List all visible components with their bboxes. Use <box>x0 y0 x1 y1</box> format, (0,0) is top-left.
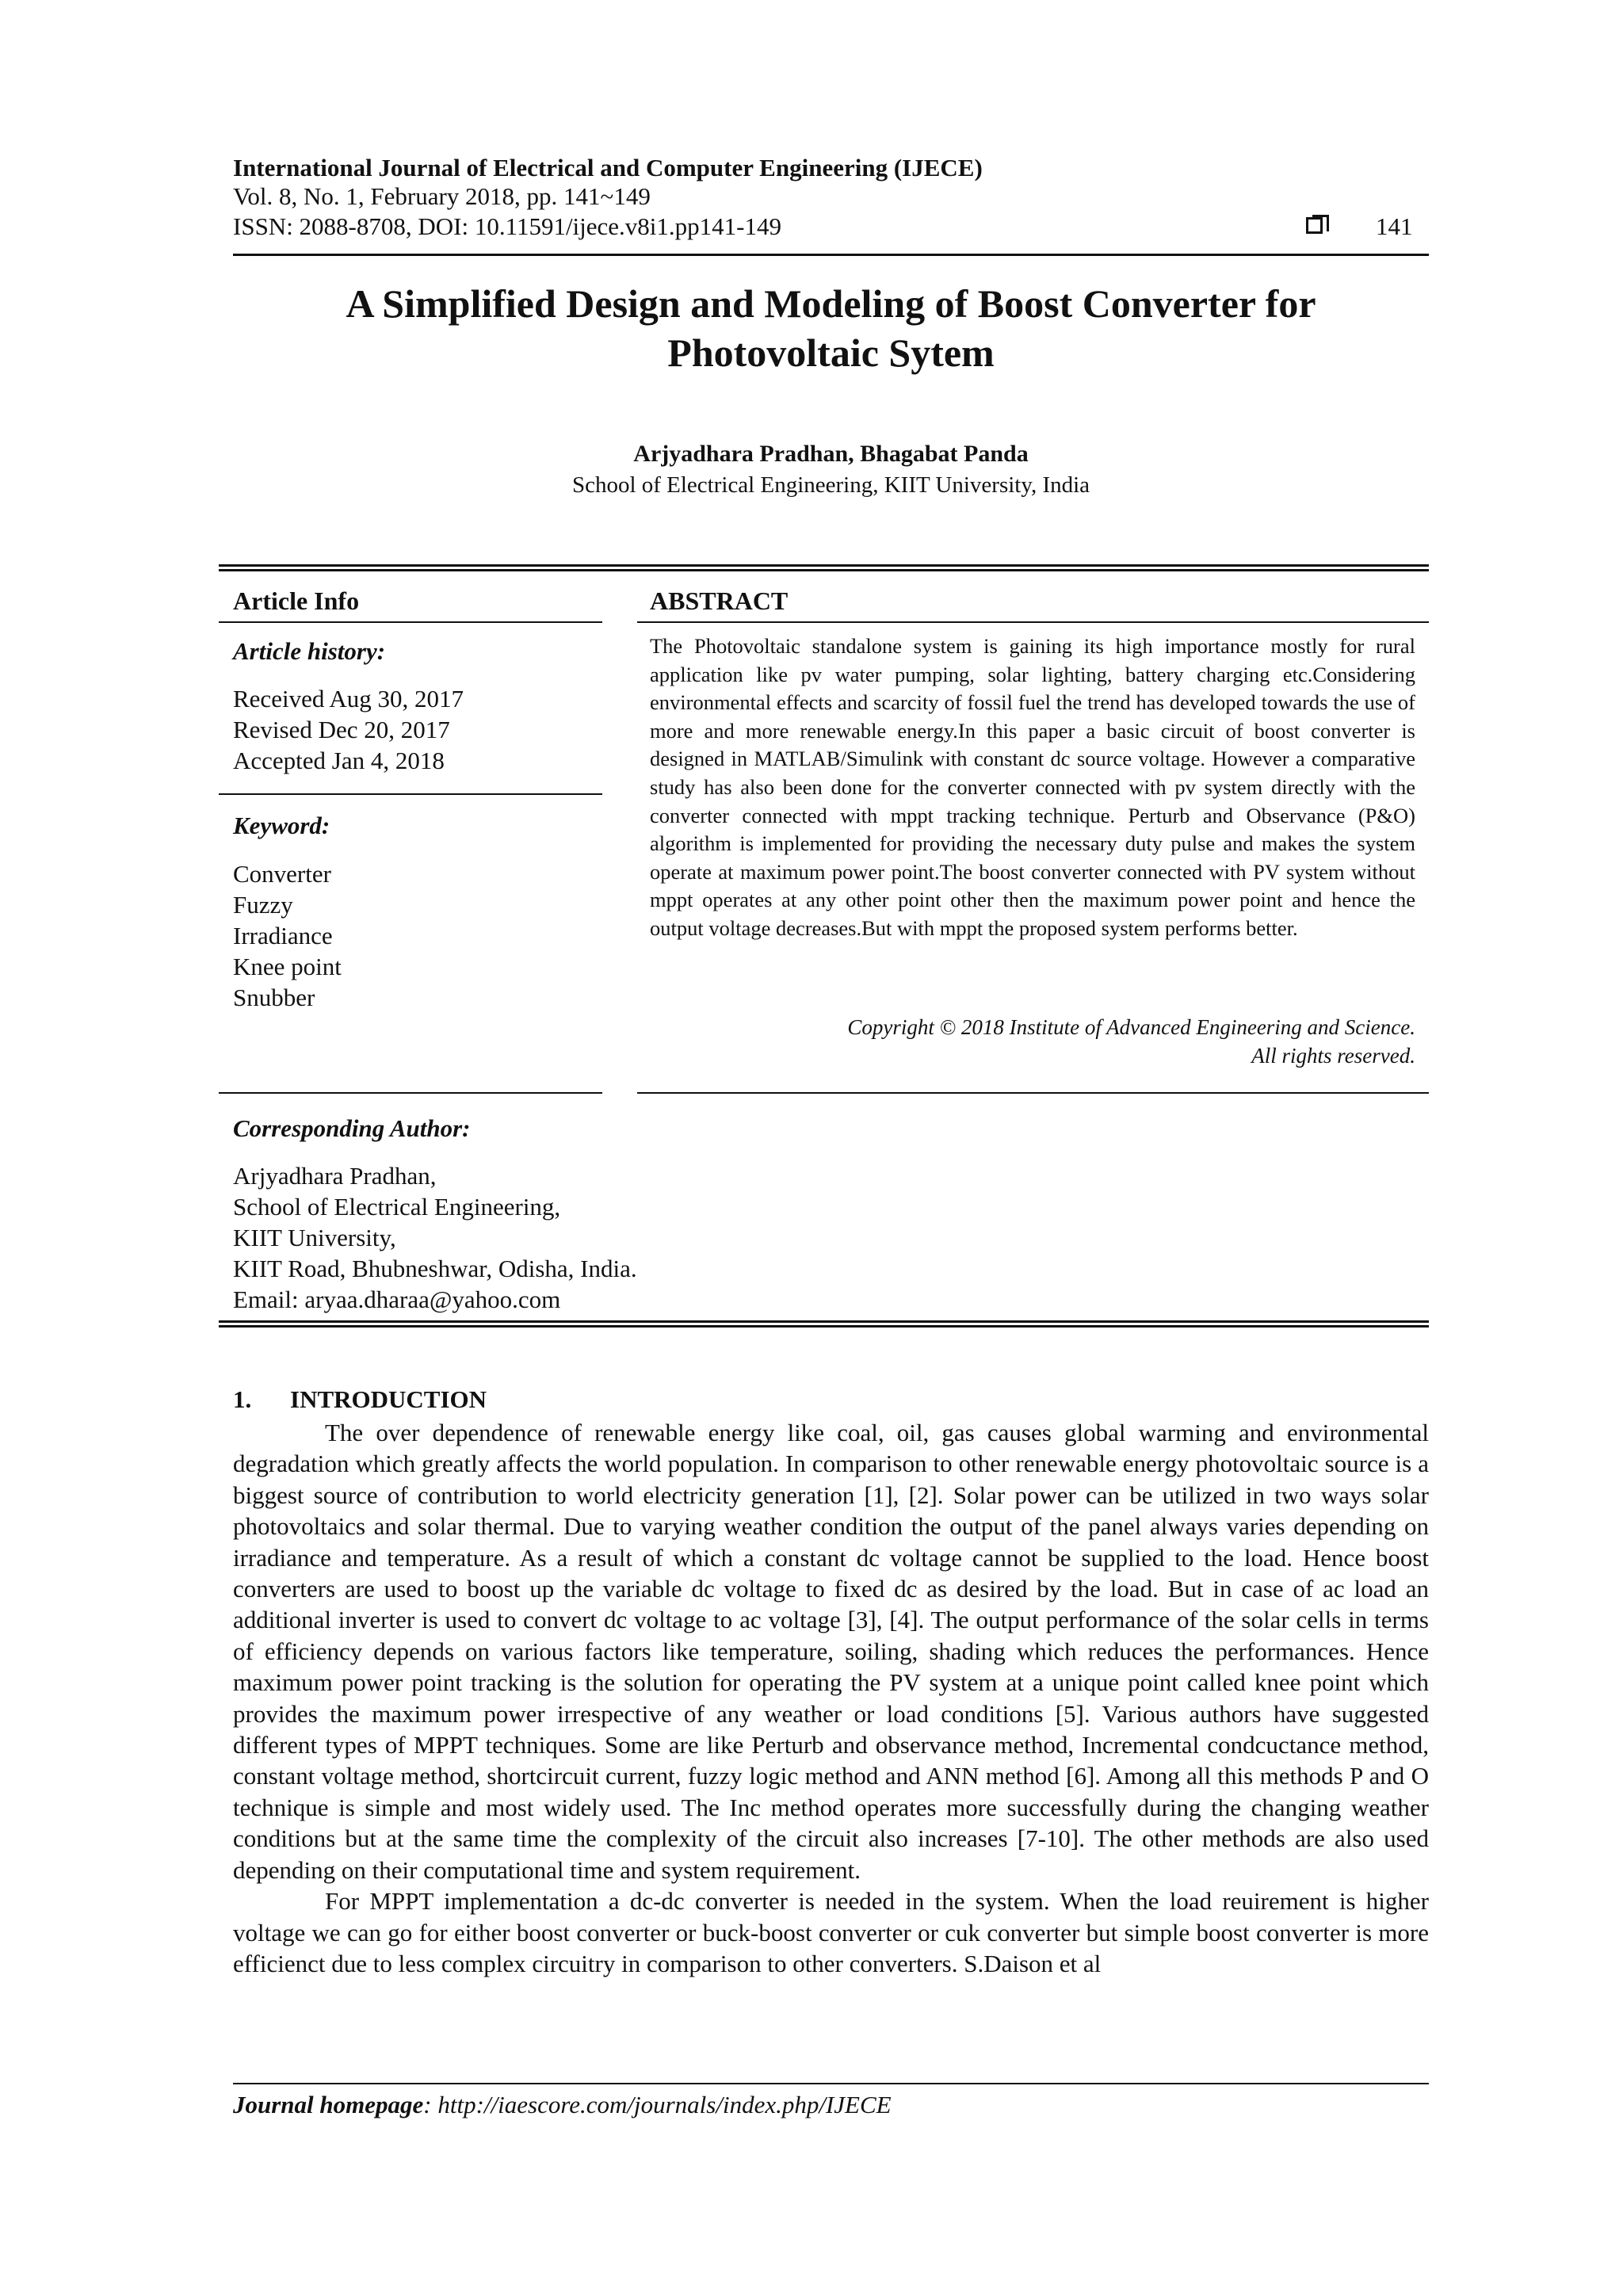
page-number: 141 <box>1376 212 1413 240</box>
author-name: Arjyadhara Pradhan, <box>233 1162 437 1190</box>
section-title: INTRODUCTION <box>290 1385 487 1413</box>
abstract-rule <box>637 621 1429 623</box>
journal-name: International Journal of Electrical and Computer Engineering (IJECE) <box>233 154 983 181</box>
history-received: Received Aug 30, 2017 <box>233 685 464 712</box>
author-email: Email: aryaa.dharaa@yahoo.com <box>233 1286 561 1313</box>
keyword-list <box>233 858 342 1013</box>
article-history-heading: Article history: <box>233 637 386 665</box>
keyword-item: Irradiance <box>233 922 333 949</box>
journal-issn: ISSN: 2088-8708, DOI: 10.11591/ijece.v8i1.pp141-149 <box>233 212 781 240</box>
copyright-line-2: All rights reserved. <box>1251 1044 1415 1068</box>
box-bullet-icon <box>1306 217 1323 234</box>
copyright-line-1: Copyright © 2018 Institute of Advanced Engineering and Science. <box>847 1015 1415 1039</box>
author-university: KIIT University, <box>233 1224 396 1251</box>
article-info-bottom-rule <box>219 1092 602 1094</box>
keyword-item: Fuzzy <box>233 891 293 919</box>
keyword-heading: Keyword: <box>233 812 330 839</box>
affiliation: School of Electrical Engineering, KIIT University, India <box>571 472 1090 498</box>
abstract-heading: ABSTRACT <box>650 586 789 615</box>
section-heading-introduction <box>233 1385 487 1414</box>
journal-volume: Vol. 8, No. 1, February 2018, pp. 141~149 <box>233 182 651 210</box>
title-line-2: Photovoltaic Sytem <box>667 330 995 375</box>
info-top-rule <box>219 564 1429 571</box>
author-address: KIIT Road, Bhubneshwar, Odisha, India. <box>233 1255 637 1282</box>
keyword-rule <box>219 793 602 795</box>
corresponding-author-details <box>233 1160 637 1315</box>
authors: Arjyadhara Pradhan, Bhagabat Panda <box>633 441 1029 467</box>
homepage-url: : http://iaescore.com/journals/index.php/IJECE <box>423 2091 892 2118</box>
title-line-1: A Simplified Design and Modeling of Boost Converter for <box>346 281 1316 326</box>
section-number: 1. <box>233 1385 252 1413</box>
article-info-rule <box>219 621 602 623</box>
abstract-text: The Photovoltaic standalone system is gaining its high importance mostly for rural application like pv water pumping, solar lighting, battery charging etc.Considering environmental effects and scarcity of fossil fuel the trend has developed towards the use of more and more renewable energy.In this paper a basic circuit of boost converter is designed in MATLAB/Simulink with constant dc source voltage. However a comparative study has also been done for the converter connected with pv system directly with the converter connected with mppt tracking technique. Perturb and Observance (P&O) algorithm is implemented for providing the necessary duty pulse and makes the system operate at maximum power point.The boost converter connected with PV system without mppt operates at any other point other then the maximum power point and hence the output voltage decreases.But with mppt the proposed system performs better. <box>650 634 1415 940</box>
introduction-body <box>233 1417 1429 1979</box>
corresponding-author-heading: Corresponding Author: <box>233 1114 471 1142</box>
keyword-item: Knee point <box>233 953 342 980</box>
keyword-item: Converter <box>233 860 331 888</box>
paper-title <box>233 279 1429 377</box>
author-school: School of Electrical Engineering, <box>233 1193 561 1221</box>
info-bottom-rule <box>219 1320 1429 1328</box>
history-accepted: Accepted Jan 4, 2018 <box>233 747 445 774</box>
journal-homepage <box>233 2091 892 2119</box>
footer-rule <box>233 2083 1429 2084</box>
abstract-bottom-rule <box>637 1092 1429 1094</box>
article-history-list <box>233 683 464 776</box>
intro-paragraph-2: For MPPT implementation a dc-dc converter is needed in the system. When the load reuirement is higher voltage we can go for either boost converter or buck-boost converter or cuk converter but simple boost converter is more efficienct due to less complex circuitry in comparison to other converters. S.Daison et al <box>233 1887 1429 1977</box>
article-info-heading: Article Info <box>233 586 360 615</box>
header-rule <box>233 254 1429 256</box>
intro-paragraph-1: The over dependence of renewable energy like coal, oil, gas causes global warming and environmental degradation which greatly affects the world population. In comparison to other renewable energy photovoltaic source is a biggest source of contribution to world electricity generation [1], [2]. Solar power can be utilized in two ways solar photovoltaics and solar thermal. Due to varying weather condition the output of the panel always varies depending on irradiance and temperature. As a result of which a constant dc voltage cannot be supplied to the load. Hence boost converters are used to boost up the variable dc voltage to fixed dc as desired by the load. But in case of ac load an additional inverter is used to convert dc voltage to ac voltage [3], [4]. The output performance of the solar cells in terms of efficiency depends on various factors like temperature, soiling, shading which reduces the performances. Hence maximum power point tracking is the solution for operating the PV system at a unique point called knee point which provides the maximum power irrespective of any weather or load conditions [5]. Various authors have suggested different types of MPPT techniques. Some are like Perturb and observance method, Incremental condcuctance method, constant voltage method, shortcircuit current, fuzzy logic method and ANN method [6]. Among all this methods P and O technique is simple and most widely used. The Inc method operates more successfully during the changing weather conditions but at the same time the complexity of the circuit also increases [7-10]. The other methods are also used depending on their computational time and system requirement. <box>233 1419 1429 1884</box>
keyword-item: Snubber <box>233 984 315 1011</box>
copyright <box>650 1013 1415 1070</box>
homepage-label: Journal homepage <box>233 2091 424 2118</box>
history-revised: Revised Dec 20, 2017 <box>233 716 450 743</box>
